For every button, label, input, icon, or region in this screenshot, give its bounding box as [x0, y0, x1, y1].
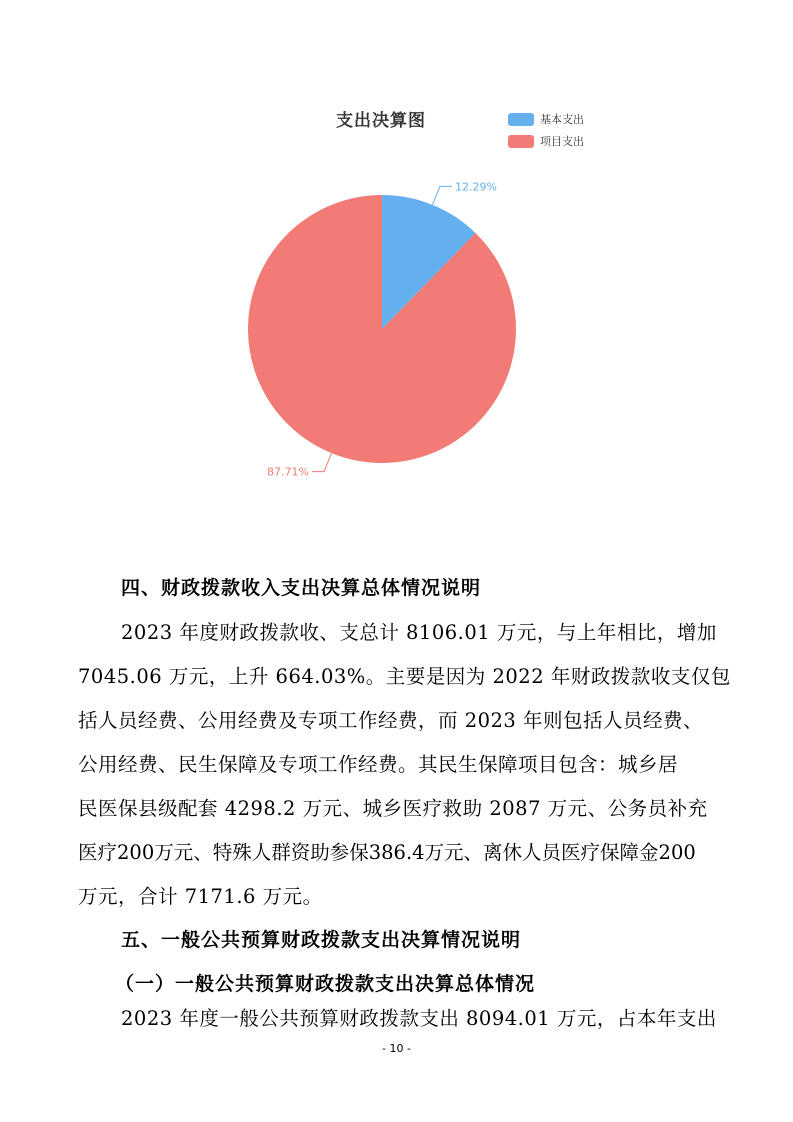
pie-label-leader-line	[312, 453, 332, 472]
legend-item-project[interactable]	[508, 130, 584, 152]
legend-label-project: 项目支出	[540, 135, 584, 148]
page-number: - 10 -	[382, 1042, 411, 1055]
paragraph-line: 万元，合计 7171.6 万元。	[78, 885, 323, 908]
paragraph-line: 7045.06 万元，上升 664.03%。主要是因为 2022 年财政拨款收支仅包	[78, 665, 731, 688]
pie-data-label: 87.71%	[267, 465, 310, 479]
paragraph-line: 括人员经费、公用经费及专项工作经费，而 2023 年则包括人员经费、	[78, 709, 704, 732]
chart-legend	[508, 108, 584, 152]
legend-label-basic: 基本支出	[540, 113, 584, 126]
legend-swatch-basic	[508, 113, 534, 126]
paragraph-line: 2023 年度财政拨款收、支总计 8106.01 万元，与上年相比，增加	[121, 621, 717, 644]
legend-swatch-project	[508, 135, 534, 148]
legend-item-basic[interactable]	[508, 108, 584, 130]
section-heading-4: 四、财政拨款收入支出决算总体情况说明	[121, 577, 482, 599]
subsection-heading-5-1: （一）一般公共预算财政拨款支出决算总体情况	[115, 973, 536, 995]
expenditure-pie-chart	[0, 0, 793, 520]
section-heading-5: 五、一般公共预算财政拨款支出决算情况说明	[121, 929, 522, 951]
pie-slice-project[interactable]	[248, 195, 516, 463]
pie-data-label: 12.29%	[454, 180, 497, 194]
paragraph-line: 医疗200万元、特殊人群资助参保386.4万元、离休人员医疗保障金200	[78, 841, 696, 864]
paragraph-line: 民医保县级配套 4298.2 万元、城乡医疗救助 2087 万元、公务员补充	[78, 797, 708, 820]
pie-label-leader-line	[432, 186, 452, 205]
chart-title: 支出决算图	[336, 111, 426, 131]
paragraph-line: 公用经费、民生保障及专项工作经费。其民生保障项目包含：城乡居	[78, 753, 679, 776]
paragraph-line: 2023 年度一般公共预算财政拨款支出 8094.01 万元，占本年支出	[121, 1007, 717, 1030]
pie-chart-svg	[0, 0, 793, 520]
